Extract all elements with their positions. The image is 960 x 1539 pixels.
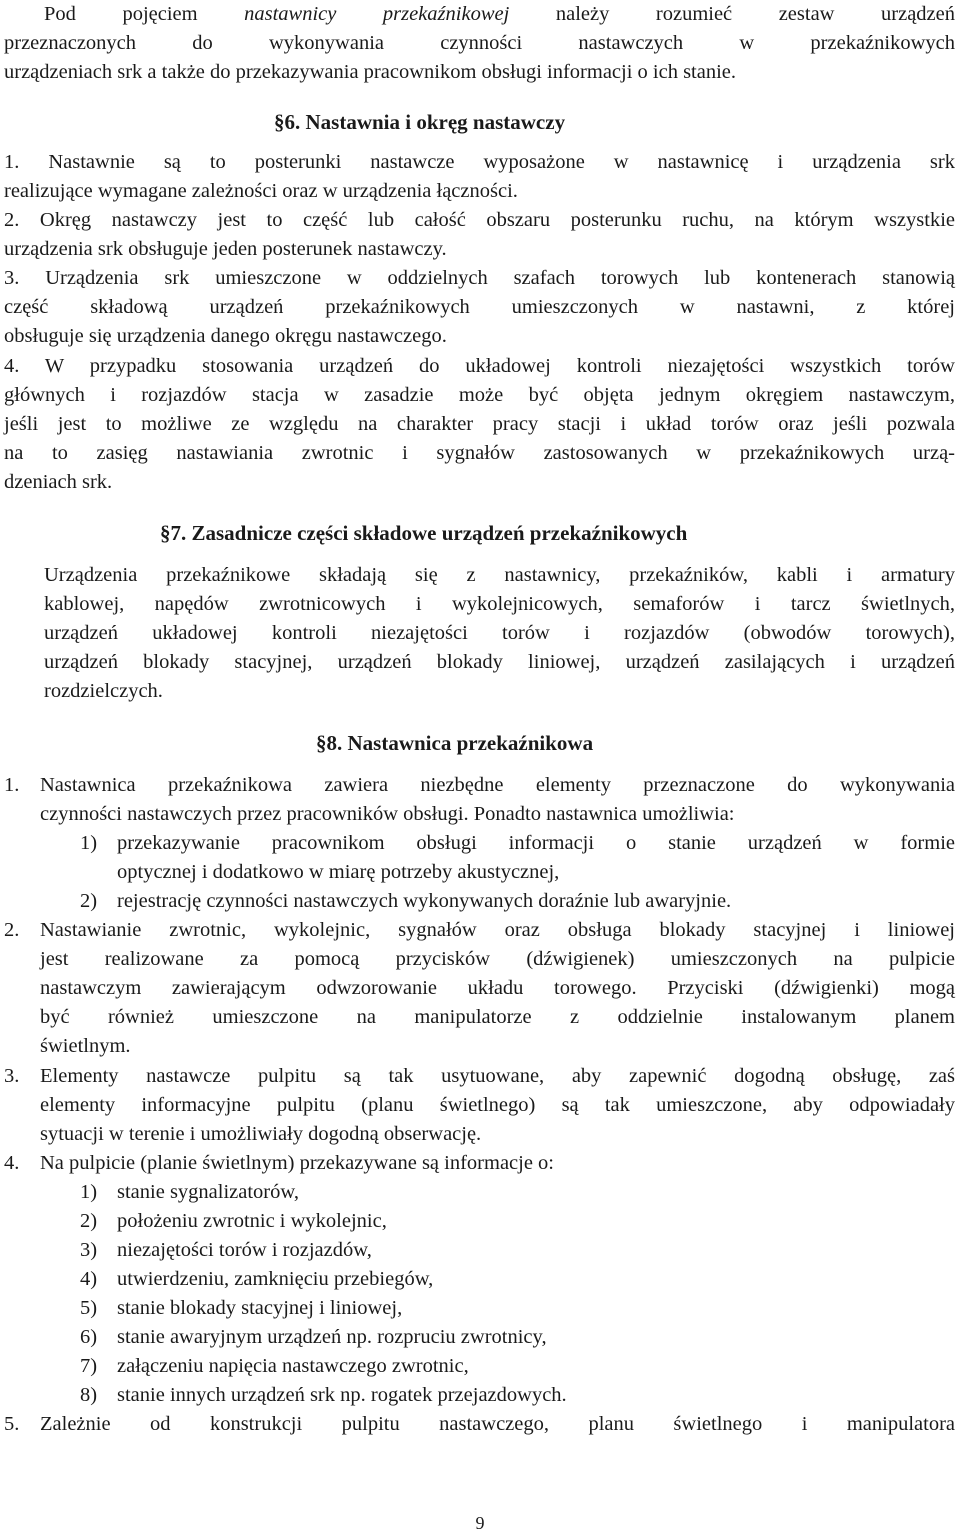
s6-p4-line-5: dzeniach srk. [4,471,113,493]
list-item: stanie innych urządzeń srk np. rogatek przejazdowych. [117,1384,567,1406]
list-item: stanie awaryjnym urządzeń np. rozpruciu zwrotnicy, [117,1326,547,1348]
s6-p4-line-1: 4. W przypadku stosowania urządzeń do układowej kontroli niezajętości wszystkich torów [4,355,955,377]
list-item-number: 2) [80,1210,98,1232]
s7-line-4: urządzeń blokady stacyjnej, urządzeń blokady liniowej, urządzeń zasilających i urządzeń [44,651,955,673]
s6-p1-line-2: realizujące wymagane zależności oraz w urządzenia łączności. [4,180,518,202]
list-item: stanie blokady stacyjnej i liniowej, [117,1297,403,1319]
s6-p3-line-2: część składową urządzeń przekaźnikowych umieszczonych w nastawni, z której [4,296,955,318]
s6-p4-line-2: głównych i rozjazdów stacja w zasadzie może być objęta jednym okręgiem nastawczym, [4,384,955,406]
s8-p3-number: 3. [4,1065,20,1087]
s8-p5-line-1: Zależnie od konstrukcji pulpitu nastawczego, planu świetlnego i manipulatora [40,1413,955,1435]
s6-p4-line-3: jeśli jest to możliwe ze względu na charakter pracy stacji i układ torów oraz jeśli pozwala [4,413,955,435]
s8-p5-number: 5. [4,1413,20,1435]
list-item-number: 5) [80,1297,98,1319]
s8-p2-line-1: Nastawianie zwrotnic, wykolejnic, sygnałów oraz obsługa blokady stacyjnej i liniowej [40,919,955,941]
section-7-heading: §7. Zasadnicze części składowe urządzeń przekaźnikowych [160,521,688,545]
intro-line-1 [44,0,955,29]
s8-p1-sub-1-line-2: optycznej i dodatkowo w miarę potrzeby akustycznej, [117,861,560,883]
s7-line-3: urządzeń układowej kontroli niezajętości torów i rozjazdów (obwodów torowych), [44,622,955,644]
s8-p4-line-1: Na pulpicie (planie świetlnym) przekazywane są informacje o: [40,1152,555,1174]
list-item-number: 7) [80,1355,98,1377]
s8-p3-line-3: sytuacji w terenie i umożliwiały dogodną obserwację. [40,1123,482,1145]
s8-p1-sub-2-number: 2) [80,890,98,912]
intro-term: nastawnicy przekaźnikowej [244,3,510,25]
page-number: 9 [475,1513,485,1533]
s8-p2-line-2: jest realizowane za pomocą przycisków (dźwigienek) umieszczonych na pulpicie [40,948,955,970]
intro-line-2: przeznaczonych do wykonywania czynności nastawczych w przekaźnikowych [4,32,955,54]
s7-line-1: Urządzenia przekaźnikowe składają się z nastawnicy, przekaźników, kabli i armatury [44,564,955,586]
s6-p3-line-1: 3. Urządzenia srk umieszczone w oddzielnych szafach torowych lub kontenerach stanowią [4,267,955,289]
s8-p4-number: 4. [4,1152,20,1174]
list-item-number: 4) [80,1268,98,1290]
s6-p1-line-1: 1. Nastawnie są to posterunki nastawcze wyposażone w nastawnicę i urządzenia srk [4,151,955,173]
s8-p2-line-4: być również umieszczone na manipulatorze z oddzielnie instalowanym planem [40,1006,955,1028]
s8-p1-sub-2-line-1: rejestrację czynności nastawczych wykonywanych doraźnie lub awaryjnie. [117,890,732,912]
s6-p4-line-4: na to zasięg nastawiania zwrotnic i sygnałów zastosowanych w przekaźnikowych urzą- [4,442,955,464]
list-item: położeniu zwrotnic i wykolejnic, [117,1210,387,1232]
s8-p1-sub-1-line-1: przekazywanie pracownikom obsługi informacji o stanie urządzeń w formie [117,832,955,854]
list-item-number: 1) [80,1181,98,1203]
list-item: załączeniu napięcia nastawczego zwrotnic, [117,1355,469,1377]
s8-p1-number: 1. [4,774,20,796]
list-item: niezajętości torów i rozjazdów, [117,1239,372,1261]
s8-p3-line-1: Elementy nastawcze pulpitu są tak usytuowane, aby zapewnić dogodną obsługę, zaś [40,1065,955,1087]
intro-prefix: Pod pojęciem [44,3,245,25]
s6-p2-line-2: urządzenia srk obsługuje jeden posterunek nastawczy. [4,238,447,260]
s8-p1-line-2: czynności nastawczych przez pracowników obsługi. Ponadto nastawnica umożliwia: [40,803,735,825]
list-item-number: 6) [80,1326,98,1348]
list-item-number: 3) [80,1239,98,1261]
s8-p2-line-5: świetlnym. [40,1035,131,1057]
s6-p3-line-3: obsługuje się urządzenia danego okręgu nastawczego. [4,325,447,347]
s8-p2-number: 2. [4,919,20,941]
s6-p2-line-1: 2. Okręg nastawczy jest to część lub całość obszaru posterunku ruchu, na którym wszystkie [4,209,955,231]
s8-p1-line-1: Nastawnica przekaźnikowa zawiera niezbędne elementy przeznaczone do wykonywania [40,774,955,796]
list-item: stanie sygnalizatorów, [117,1181,299,1203]
section-6-heading: §6. Nastawnia i okręg nastawczy [274,110,566,134]
section-8-heading: §8. Nastawnica przekaźnikowa [316,731,594,755]
list-item-number: 8) [80,1384,98,1406]
list-item: utwierdzeniu, zamknięciu przebiegów, [117,1268,434,1290]
intro-line-1-text: należy rozumieć zestaw urządzeń [555,3,955,25]
s7-line-5: rozdzielczych. [44,680,163,702]
intro-line-3: urządzeniach srk a także do przekazywania pracownikom obsługi informacji o ich stanie. [4,61,737,83]
s7-line-2: kablowej, napędów zwrotnicowych i wykolejnicowych, semaforów i tarcz świetlnych, [44,593,955,615]
s8-p2-line-3: nastawczym zawierającym odwzorowanie układu torowego. Przyciski (dźwigienki) mogą [40,977,955,999]
s8-p3-line-2: elementy informacyjne pulpitu (planu świetlnego) są tak umieszczone, aby odpowiadały [40,1094,955,1116]
s8-p1-sub-1-number: 1) [80,832,98,854]
